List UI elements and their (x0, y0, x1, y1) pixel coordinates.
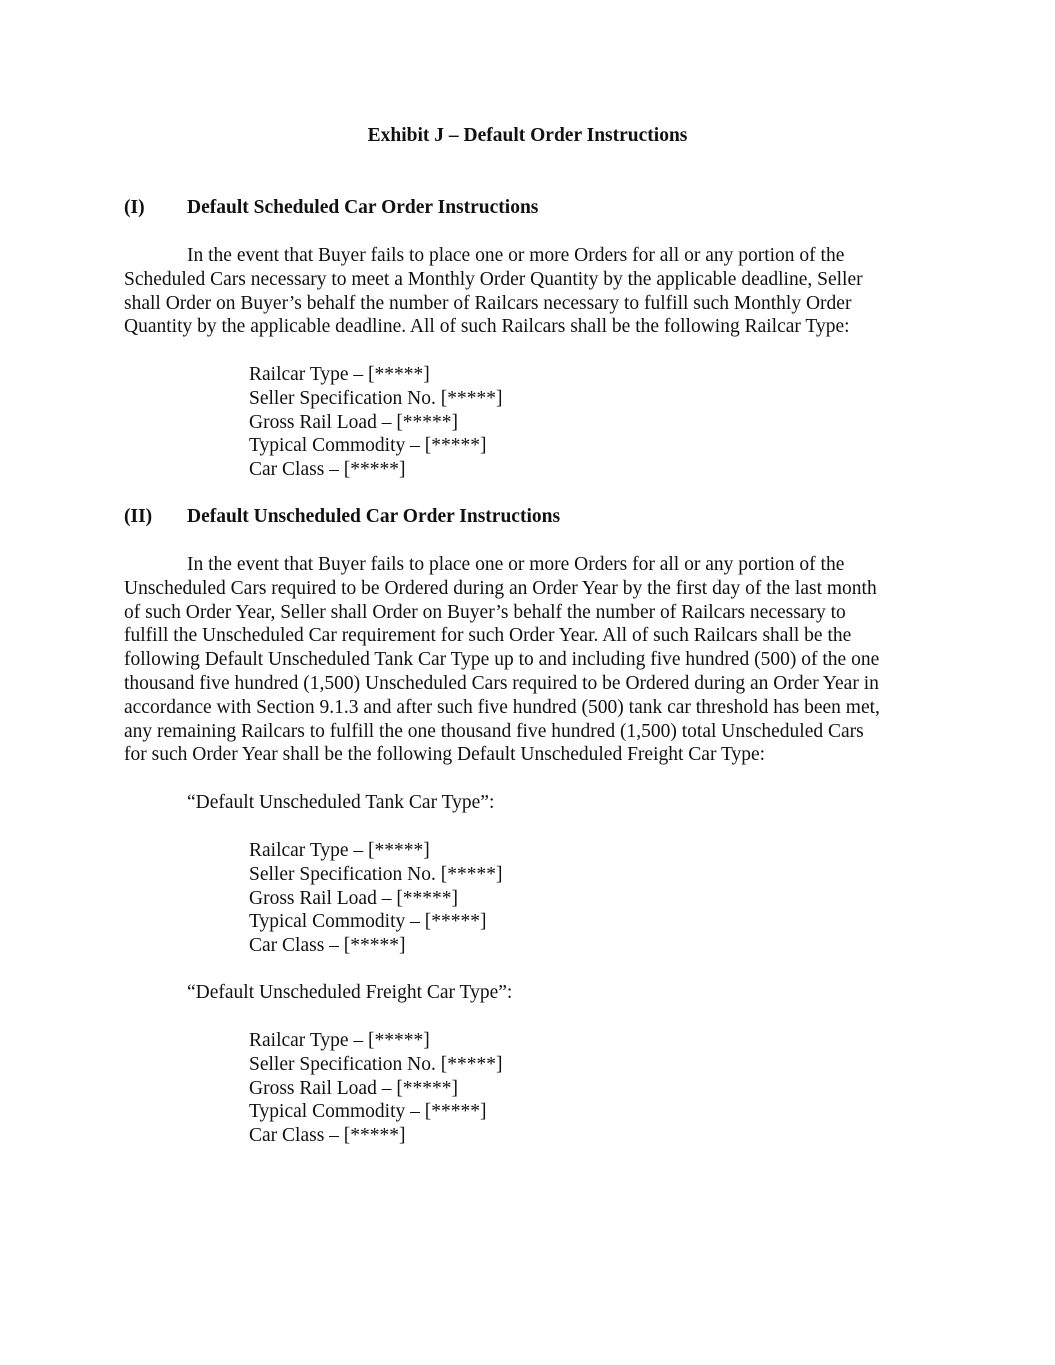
spec-seller-specification: Seller Specification No. [*****] (249, 1053, 503, 1075)
spec-seller-specification: Seller Specification No. [*****] (249, 387, 503, 409)
section-2-heading (124, 505, 560, 529)
spec-typical-commodity: Typical Commodity – [*****] (249, 435, 487, 457)
spec-railcar-type: Railcar Type – [*****] (249, 364, 430, 385)
paragraph-line: In the event that Buyer fails to place one or more Orders for all or any portion of the (187, 245, 845, 266)
paragraph-line: Quantity by the applicable deadline. All of such Railcars shall be the following Railcar Type: (124, 316, 850, 338)
paragraph-line: thousand five hundred (1,500) Unscheduled Cars required to be Ordered during an Order Year in (124, 672, 879, 694)
freight-car-spec (249, 1029, 502, 1148)
paragraph-line: for such Order Year shall be the following Default Unscheduled Freight Car Type: (124, 744, 766, 766)
tank-car-type-label: “Default Unscheduled Tank Car Type”: (187, 792, 495, 813)
spec-gross-rail-load: Gross Rail Load – [*****] (249, 887, 459, 909)
spec-car-class: Car Class – [*****] (249, 935, 406, 957)
paragraph-line: of such Order Year, Seller shall Order on Buyer’s behalf the number of Railcars necessary to (124, 601, 846, 623)
paragraph-line: following Default Unscheduled Tank Car Type up to and including five hundred (500) of the one (124, 649, 880, 671)
spec-railcar-type: Railcar Type – [*****] (249, 840, 430, 861)
document-title: Exhibit J – Default Order Instructions (367, 125, 688, 146)
paragraph-line: shall Order on Buyer’s behalf the number of Railcars necessary to fulfill such Monthly Order (124, 292, 852, 314)
paragraph-line: any remaining Railcars to fulfill the one thousand five hundred (1,500) total Unscheduled Cars (124, 720, 864, 742)
spec-car-class: Car Class – [*****] (249, 459, 406, 481)
paragraph-line: In the event that Buyer fails to place one or more Orders for all or any portion of the (187, 554, 845, 575)
paragraph-line: accordance with Section 9.1.3 and after such five hundred (500) tank car threshold has been met, (124, 696, 880, 718)
paragraph-line: Unscheduled Cars required to be Ordered during an Order Year by the first day of the last month (124, 577, 877, 599)
section-1-paragraph (124, 244, 936, 339)
paragraph-line: Scheduled Cars necessary to meet a Monthly Order Quantity by the applicable deadline, Seller (124, 268, 863, 290)
freight-car-type-label: “Default Unscheduled Freight Car Type”: (187, 982, 513, 1003)
section-1-title: Default Scheduled Car Order Instructions (187, 197, 539, 218)
section-1-heading (124, 196, 538, 220)
paragraph-line: fulfill the Unscheduled Car requirement for such Order Year. All of such Railcars shall be the (124, 625, 852, 647)
section-1-number: (I) (124, 197, 145, 218)
section-2-title: Default Unscheduled Car Order Instructions (187, 506, 561, 527)
section-1-railcar-spec (249, 363, 502, 482)
section-2-number: (II) (124, 506, 153, 527)
spec-gross-rail-load: Gross Rail Load – [*****] (249, 411, 459, 433)
section-2-paragraph (124, 553, 936, 767)
spec-gross-rail-load: Gross Rail Load – [*****] (249, 1077, 459, 1099)
spec-seller-specification: Seller Specification No. [*****] (249, 863, 503, 885)
tank-car-spec (249, 839, 502, 958)
spec-car-class: Car Class – [*****] (249, 1125, 406, 1147)
spec-typical-commodity: Typical Commodity – [*****] (249, 1101, 487, 1123)
spec-railcar-type: Railcar Type – [*****] (249, 1030, 430, 1051)
spec-typical-commodity: Typical Commodity – [*****] (249, 911, 487, 933)
